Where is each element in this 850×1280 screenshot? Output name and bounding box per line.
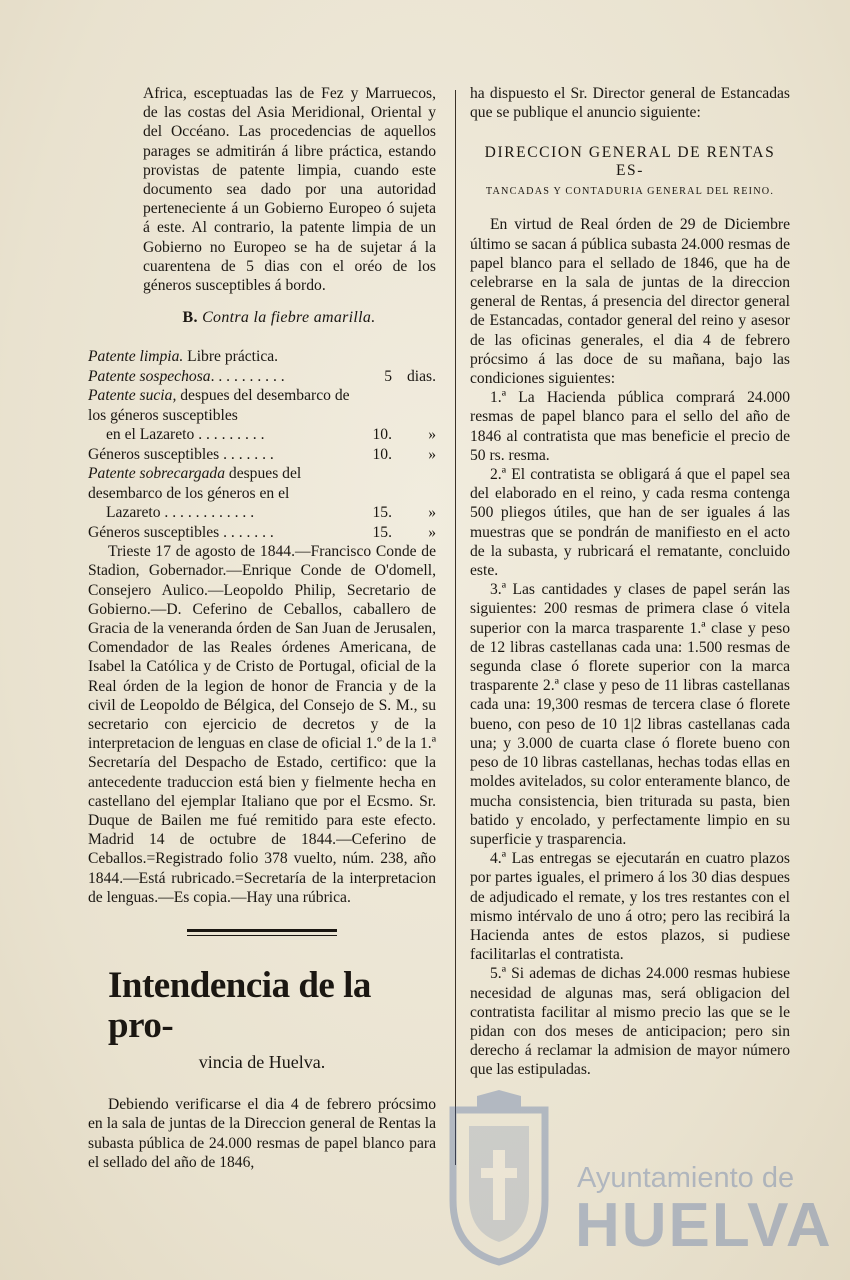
column-rule [455, 90, 456, 1165]
row-unit: » [428, 523, 436, 541]
paragraph-certification: Trieste 17 de agosto de 1844.—Francisco Conde de Stadion, Gobernador.—Enrique Conde de O'domell, Consejero Aulico.—Leopoldo Philip, Secretario de Gobierno.—D. Ceferino de Ceballos, caballero de Gracia de la veneranda órden de San Juan de Jerusalen, Comendador de las Reales órdenes Americana, de Isabel la Católica y de Cristo de Portugal, oficial de la Real órden de la legion de honor de Francia y de la civil de Leopoldo de Bélgica, del Consejo de S. M., su secretario con ejercicio de decretos y de la interpretacion de lenguas en clase de oficial 1.º de la 1.ª Secretaría del Despacho de Estado, certifico: que la antecedente traduccion está bien y fielmente hecha en castellano del ejemplar Italiano que por el Ecsmo. Sr. Duque de Bailen me fué remitido para este efecto. Madrid 14 de octubre de 1844.—Ceferino de Ceballos.=Registrado folio 378 vuelto, núm. 238, año 1844.—Está rubricado.=Secretaría de la interpretacion de lenguas.—Es copia.—Hay una rúbrica. [88, 543, 436, 906]
paragraph-announcement: ha dispuesto el Sr. Director general de Estancadas que se publique el anuncio siguiente: [470, 85, 790, 122]
condition-4: 4.ª Las entregas se ejecutarán en cuatro plazos por partes iguales, el primero á los 30 dias despues de adjudicado el remate, y los tres restantes con el mismo intérvalo de uno á otro; pero las recibirá la Hacienda antes de estos plazos, si pudiese facilitarlas el contratista. [470, 850, 790, 964]
left-column [88, 84, 436, 1172]
subheading-letter: B. [182, 309, 198, 327]
quarantine-table [88, 347, 436, 542]
row-unit: dias. [406, 367, 436, 385]
watermark-text-top: Ayuntamiento de [577, 1162, 795, 1194]
table-row [88, 425, 436, 445]
condition-5: 5.ª Si ademas de dichas 24.000 resmas hubiese necesidad de algunas mas, será obligacion del contratista facilitar al mismo precio las que se le pidan con dos meses de anticipacion; pero sin derecho á reclamar la admision de mayor número que las estipuladas. [470, 965, 790, 1079]
row-label: Patente sucia, [88, 387, 177, 405]
right-column [470, 84, 790, 1080]
table-row [88, 523, 436, 543]
subheading-text: Contra la fiebre amarilla. [202, 309, 376, 327]
row-days: 10. [372, 426, 392, 444]
table-row [88, 367, 436, 387]
row-text: Libre práctica. [183, 348, 279, 366]
announcement-heading: DIRECCION GENERAL DE RENTAS ES- [484, 144, 776, 180]
table-row [88, 445, 436, 465]
row-unit: » [428, 426, 436, 444]
section-title-continuation: vincia de Huelva. [198, 1052, 326, 1073]
section-divider [187, 929, 337, 936]
row-label: Patente sospechosa [88, 367, 211, 385]
row-text: despues del desembarco de los géneros susceptibles [88, 387, 350, 424]
row-text: Géneros susceptibles . . . . . . . [88, 445, 274, 463]
coat-of-arms-icon [447, 1090, 551, 1266]
watermark-logo [447, 1090, 833, 1270]
row-label: Patente sobrecargada [88, 465, 225, 483]
row-days: 15. [372, 523, 392, 541]
row-text: . . . . . . . . . . [210, 367, 285, 385]
condition-1: 1.ª La Hacienda pública comprará 24.000 resmas de papel blanco para el sello del año de 1846 al contratista que mas beneficie el precio de 50 rs. resma. [470, 389, 790, 464]
paragraph-royal-order: En virtud de Real órden de 29 de Diciembre último se sacan á pública subasta 24.000 resmas de papel blanco para el sellado de 1846, que ha de celebrarse en la sala de juntas de la direccion general de Rentas, á presencia del director general de Estancadas, contador general del reino y asesor de las oficinas generales, el dia 4 de febrero prócsimo á las doce de su mañana, bajo las condiciones siguientes: [470, 216, 790, 388]
row-days: 10. [372, 445, 392, 463]
row-text: Géneros susceptibles . . . . . . . [88, 523, 274, 541]
row-text: en el Lazareto . . . . . . . . . [106, 426, 265, 444]
section-title: Intendencia de la pro- [108, 965, 371, 1047]
section-subheading [122, 309, 436, 327]
row-label: Patente limpia. [88, 348, 184, 366]
row-days: 15. [372, 504, 392, 522]
table-row [88, 503, 436, 523]
row-unit: » [428, 445, 436, 463]
paragraph-quarantine-africa: Africa, esceptuadas las de Fez y Marruecos, de las costas del Asia Meridional, Oriental y del Occéano. Las procedencias de aquellos parages se admitirán á libre práctica, estando provistas de patente limpia, cuando este documento sea dado por una autoridad perteneciente á un Gobierno Europeo ó sujeta á este. Al contrario, la patente limpia de un Gobierno no Europeo se ha de sujetar á la cuarentena de 5 dias con el oréo de los géneros susceptibles á bordo. [143, 85, 436, 295]
row-text: Lazareto . . . . . . . . . . . . [106, 504, 255, 522]
table-row [88, 347, 436, 367]
condition-2: 2.ª El contratista se obligará á que el papel sea del elaborado en el reino, y cada resma contenga 500 pliegos útiles, que han de ser iguales á las muestras que se pondrán de manifiesto en el acto de la subasta, y rubricará el rematante, concluido este. [470, 466, 790, 580]
row-text: despues del desembarco de los géneros en el [88, 465, 302, 502]
row-days: 5 [384, 367, 392, 385]
paragraph-auction-intro: Debiendo verificarse el dia 4 de febrero prócsimo en la sala de juntas de la Direccion general de Rentas la subasta pública de 24.000 resmas de papel blanco para el sellado del año de 1846, [88, 1096, 436, 1171]
condition-3: 3.ª Las cantidades y clases de papel serán las siguientes: 200 resmas de primera clase ó vitela superior con la marca trasparente 1.ª clase y peso de 12 libras castellanas cada una: 1.500 resmas de segunda clase ó florete superior con la marca trasparente 2.ª clase y peso de 11 libras castellanas cada una: 19,300 resmas de tercera clase ó florete bueno, con peso de 10 1|2 libras castellanas cada una; y 3.000 de cuarta clase ó florete bueno con peso de 10 libras castellanas, hechas todas ellas en moldes avitelados, su color enteramente blanco, de mucha consistencia, bien triturada su pasta, bien batido y encolado, y perfectamente limpio en su superficie y trasparencia. [470, 581, 790, 848]
row-unit: » [428, 504, 436, 522]
watermark-text-bottom: HUELVA [575, 1191, 833, 1260]
table-row [88, 386, 436, 425]
announcement-subheading: TANCADAS Y CONTADURIA GENERAL DEL REINO. [485, 186, 775, 198]
table-row [88, 464, 436, 503]
